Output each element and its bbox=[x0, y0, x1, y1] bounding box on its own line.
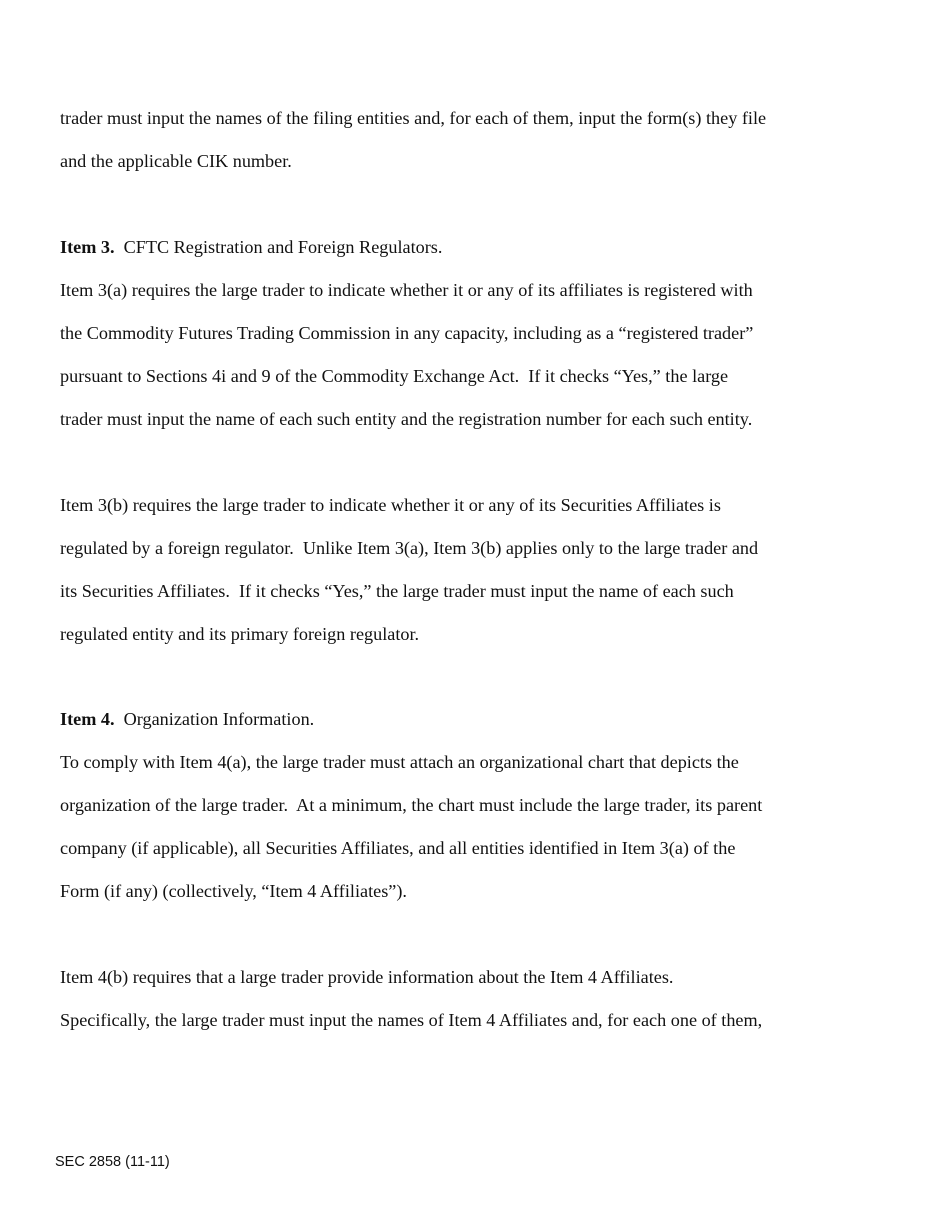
item-3b-line-2: regulated by a foreign regulator. Unlike Item 3(a), Item 3(b) applies only to the large trader and bbox=[60, 538, 759, 558]
item-3a-line-1: Item 3(a) requires the large trader to indicate whether it or any of its affiliates is registered with bbox=[60, 280, 753, 300]
intro-line-2: and the applicable CIK number. bbox=[60, 151, 292, 171]
item-3a-line-4: trader must input the name of each such entity and the registration number for each such entity. bbox=[60, 409, 753, 429]
footer-form-id: SEC 2858 (11-11) bbox=[55, 1154, 170, 1170]
item-4b-line-1: Item 4(b) requires that a large trader provide information about the Item 4 Affiliates. bbox=[60, 967, 674, 987]
item-4b-line-2: Specifically, the large trader must input the names of Item 4 Affiliates and, for each one of them, bbox=[60, 1010, 763, 1030]
item-3-heading-label: Item 3. bbox=[60, 237, 115, 257]
item-3a-line-2: the Commodity Futures Trading Commission in any capacity, including as a “registered trader” bbox=[60, 323, 754, 343]
item-3b-line-3: its Securities Affiliates. If it checks “Yes,” the large trader must input the name of each such bbox=[60, 581, 734, 601]
item-3-heading bbox=[60, 236, 442, 258]
item-4a-line-4: Form (if any) (collectively, “Item 4 Affiliates”). bbox=[60, 881, 407, 901]
item-3b-line-4: regulated entity and its primary foreign regulator. bbox=[60, 624, 420, 644]
intro-line-1: trader must input the names of the filing entities and, for each of them, input the form(s) they file bbox=[60, 108, 767, 128]
item-3b-line-1: Item 3(b) requires the large trader to indicate whether it or any of its Securities Affiliates is bbox=[60, 495, 721, 515]
item-3-heading-text: CFTC Registration and Foreign Regulators. bbox=[123, 237, 443, 257]
item-4a-line-2: organization of the large trader. At a minimum, the chart must include the large trader, its parent bbox=[60, 795, 763, 815]
item-4-heading-label: Item 4. bbox=[60, 709, 115, 729]
item-4a-line-1: To comply with Item 4(a), the large trader must attach an organizational chart that depicts the bbox=[60, 752, 739, 772]
item-4-heading-text: Organization Information. bbox=[123, 709, 315, 729]
item-4a-line-3: company (if applicable), all Securities Affiliates, and all entities identified in Item 3(a) of the bbox=[60, 838, 736, 858]
item-4-heading bbox=[60, 708, 314, 730]
item-3a-line-3: pursuant to Sections 4i and 9 of the Commodity Exchange Act. If it checks “Yes,” the large bbox=[60, 366, 729, 386]
